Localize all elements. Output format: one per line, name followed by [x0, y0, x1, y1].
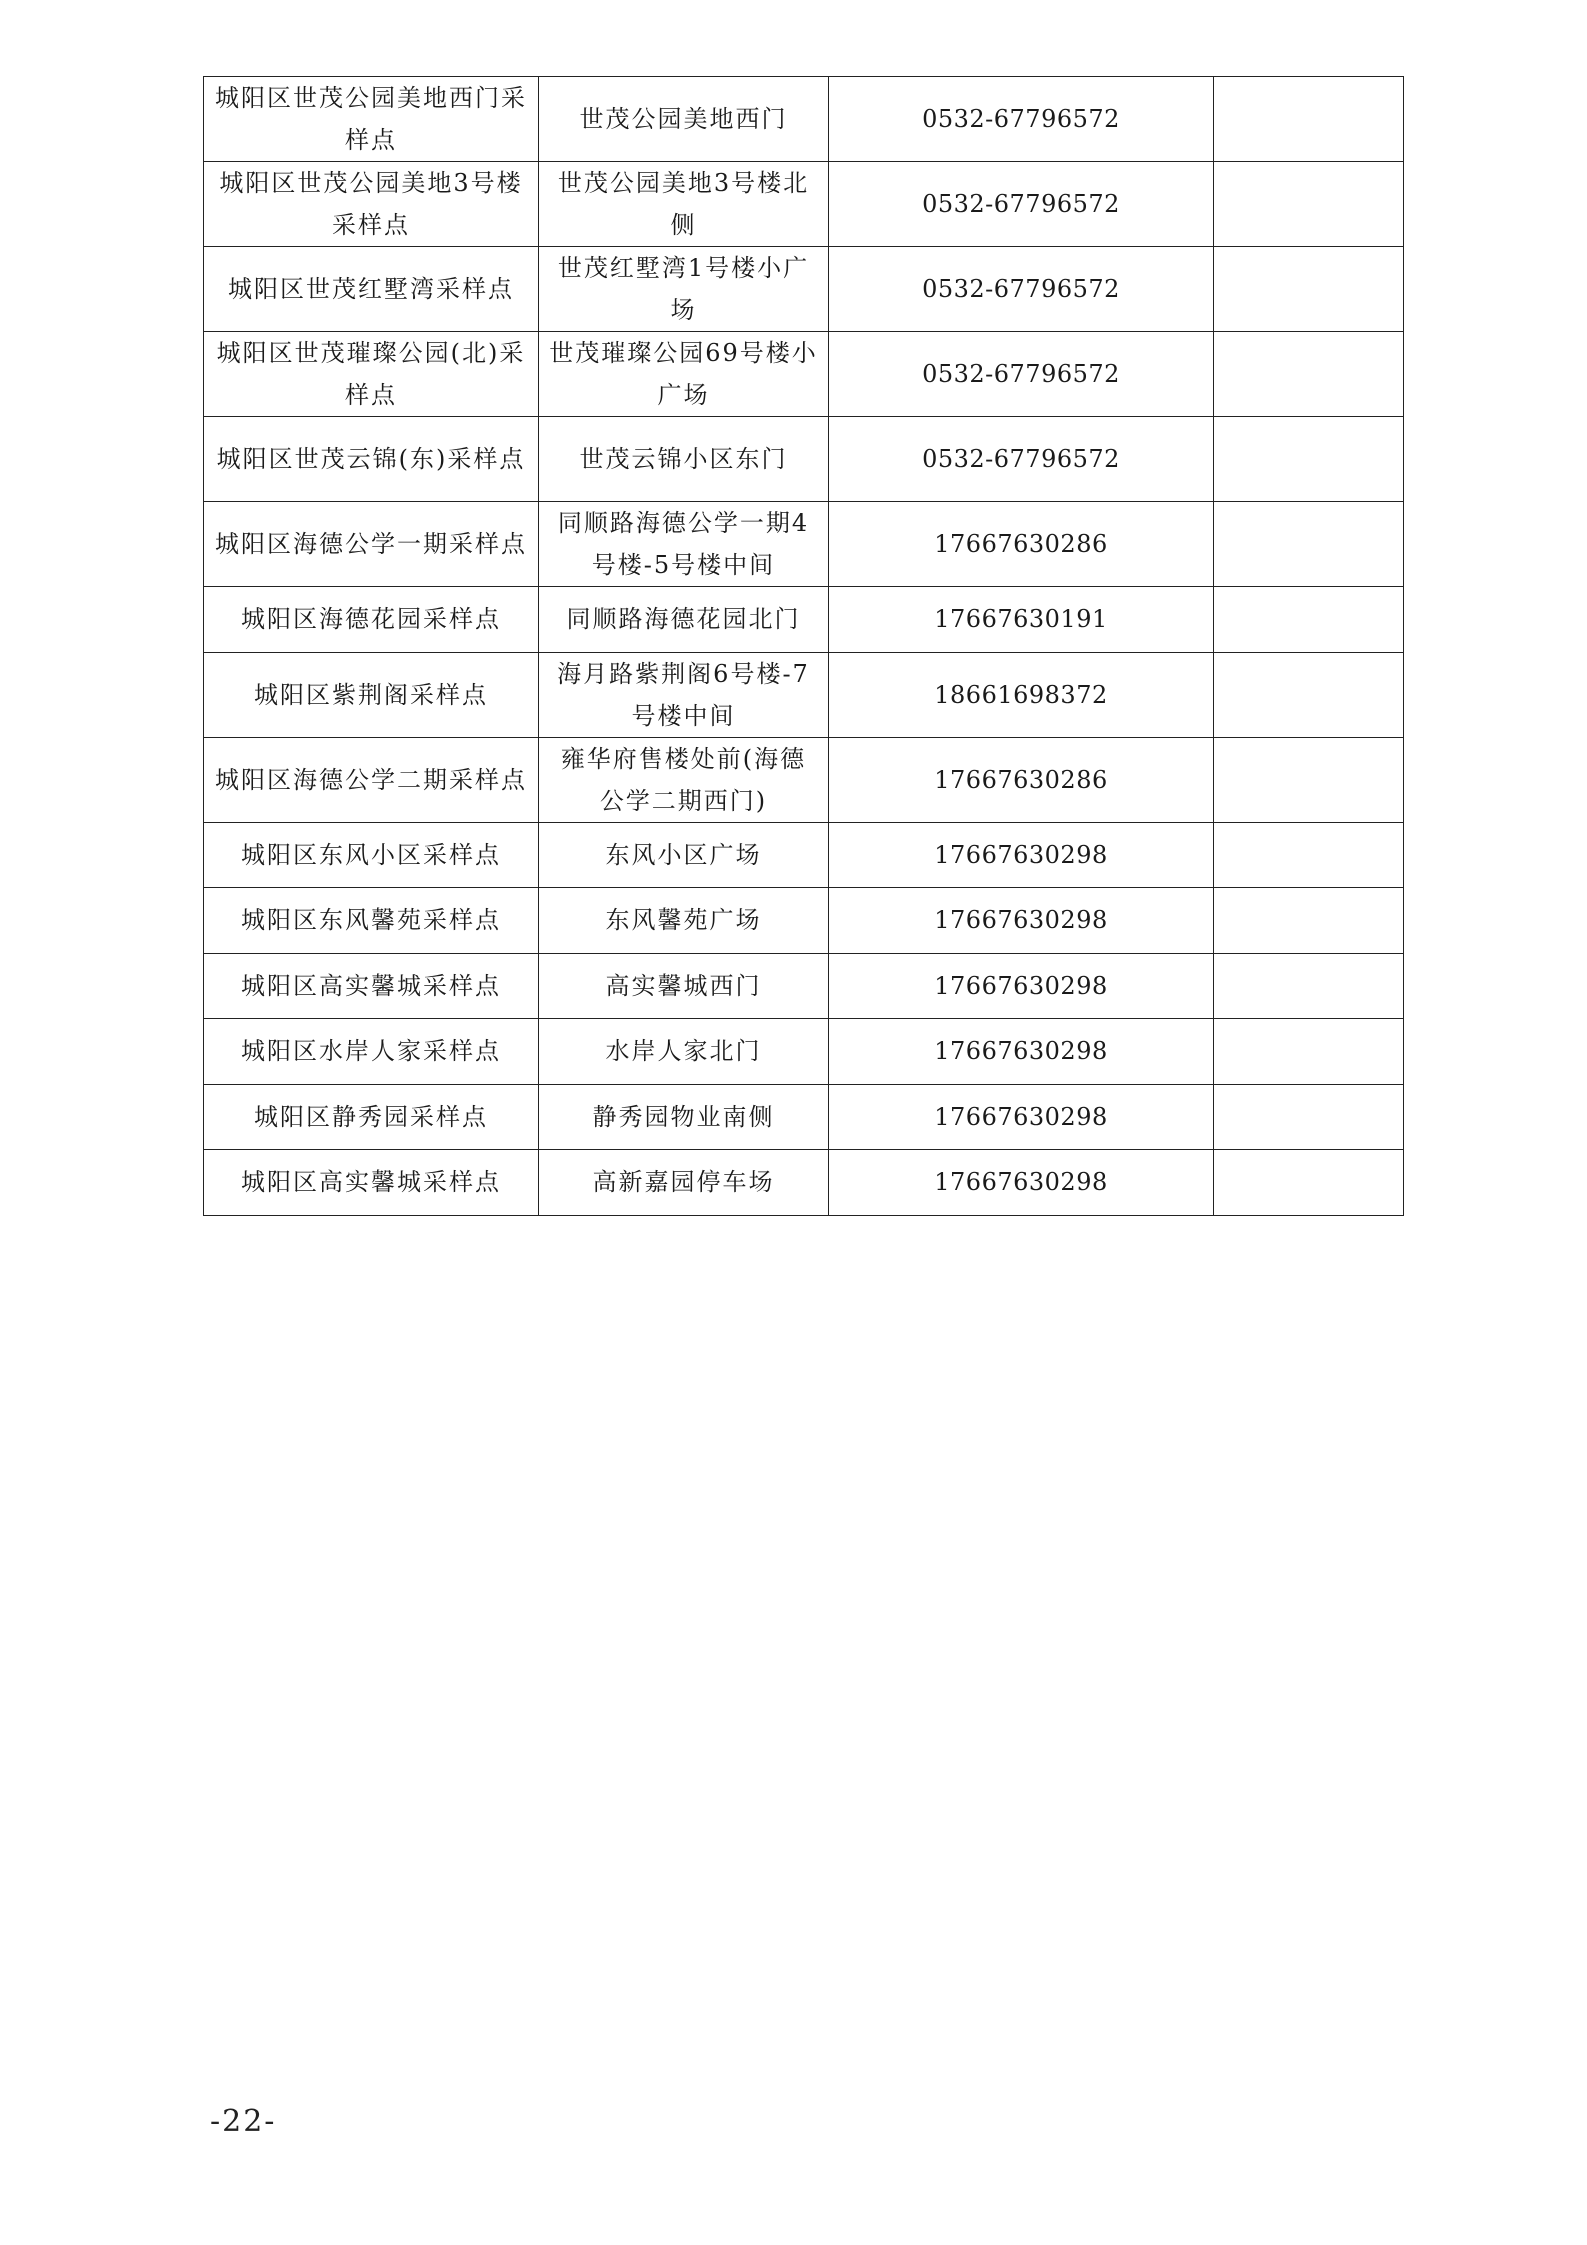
- table-row: [204, 1150, 1404, 1216]
- site-address-cell: 世茂红墅湾1号楼小广场: [539, 247, 829, 332]
- site-phone-cell: 18661698372: [829, 652, 1214, 737]
- site-address-cell: 东风馨苑广场: [539, 888, 829, 954]
- site-phone-cell: 0532-67796572: [829, 162, 1214, 247]
- site-phone-cell: 17667630298: [829, 888, 1214, 954]
- site-address-cell: 同顺路海德花园北门: [539, 587, 829, 653]
- site-note-cell: [1214, 502, 1404, 587]
- site-phone-cell: 17667630298: [829, 822, 1214, 888]
- site-phone-cell: 0532-67796572: [829, 77, 1214, 162]
- site-name-cell: 城阳区静秀园采样点: [204, 1084, 539, 1150]
- site-address-cell: 雍华府售楼处前(海德公学二期西门): [539, 737, 829, 822]
- site-address-cell: 同顺路海德公学一期4号楼-5号楼中间: [539, 502, 829, 587]
- site-name-cell: 城阳区东风馨苑采样点: [204, 888, 539, 954]
- site-name-cell: 城阳区世茂云锦(东)采样点: [204, 417, 539, 502]
- site-address-cell: 世茂公园美地西门: [539, 77, 829, 162]
- site-phone-cell: 17667630298: [829, 1150, 1214, 1216]
- site-note-cell: [1214, 888, 1404, 954]
- table-row: [204, 587, 1404, 653]
- site-name-cell: 城阳区世茂红墅湾采样点: [204, 247, 539, 332]
- site-note-cell: [1214, 332, 1404, 417]
- page-number: -22-: [210, 2104, 277, 2139]
- site-note-cell: [1214, 1019, 1404, 1085]
- site-name-cell: 城阳区高实馨城采样点: [204, 1150, 539, 1216]
- site-note-cell: [1214, 417, 1404, 502]
- site-name-cell: 城阳区东风小区采样点: [204, 822, 539, 888]
- site-phone-cell: 17667630298: [829, 1084, 1214, 1150]
- site-name-cell: 城阳区高实馨城采样点: [204, 953, 539, 1019]
- table-row: [204, 502, 1404, 587]
- site-address-cell: 世茂公园美地3号楼北侧: [539, 162, 829, 247]
- site-note-cell: [1214, 247, 1404, 332]
- table-row: [204, 332, 1404, 417]
- site-note-cell: [1214, 737, 1404, 822]
- site-note-cell: [1214, 77, 1404, 162]
- site-note-cell: [1214, 652, 1404, 737]
- site-address-cell: 世茂璀璨公园69号楼小广场: [539, 332, 829, 417]
- site-address-cell: 高实馨城西门: [539, 953, 829, 1019]
- site-name-cell: 城阳区海德花园采样点: [204, 587, 539, 653]
- table-row: [204, 1084, 1404, 1150]
- table-row: [204, 1019, 1404, 1085]
- sampling-sites-table-container: [203, 76, 1403, 1216]
- site-name-cell: 城阳区紫荆阁采样点: [204, 652, 539, 737]
- site-name-cell: 城阳区世茂公园美地西门采样点: [204, 77, 539, 162]
- site-phone-cell: 17667630286: [829, 737, 1214, 822]
- site-address-cell: 水岸人家北门: [539, 1019, 829, 1085]
- site-name-cell: 城阳区海德公学二期采样点: [204, 737, 539, 822]
- site-name-cell: 城阳区水岸人家采样点: [204, 1019, 539, 1085]
- table-row: [204, 162, 1404, 247]
- site-name-cell: 城阳区世茂璀璨公园(北)采样点: [204, 332, 539, 417]
- site-note-cell: [1214, 1084, 1404, 1150]
- site-name-cell: 城阳区海德公学一期采样点: [204, 502, 539, 587]
- site-phone-cell: 17667630298: [829, 953, 1214, 1019]
- site-address-cell: 静秀园物业南侧: [539, 1084, 829, 1150]
- site-note-cell: [1214, 587, 1404, 653]
- site-address-cell: 海月路紫荆阁6号楼-7号楼中间: [539, 652, 829, 737]
- site-phone-cell: 0532-67796572: [829, 417, 1214, 502]
- site-address-cell: 高新嘉园停车场: [539, 1150, 829, 1216]
- table-row: [204, 888, 1404, 954]
- site-phone-cell: 17667630298: [829, 1019, 1214, 1085]
- table-row: [204, 652, 1404, 737]
- table-row: [204, 953, 1404, 1019]
- site-name-cell: 城阳区世茂公园美地3号楼采样点: [204, 162, 539, 247]
- table-row: [204, 77, 1404, 162]
- table-row: [204, 737, 1404, 822]
- table-row: [204, 247, 1404, 332]
- site-note-cell: [1214, 1150, 1404, 1216]
- site-phone-cell: 17667630286: [829, 502, 1214, 587]
- sampling-sites-table: [203, 76, 1404, 1216]
- site-address-cell: 东风小区广场: [539, 822, 829, 888]
- table-row: [204, 417, 1404, 502]
- site-phone-cell: 17667630191: [829, 587, 1214, 653]
- site-phone-cell: 0532-67796572: [829, 332, 1214, 417]
- site-phone-cell: 0532-67796572: [829, 247, 1214, 332]
- site-note-cell: [1214, 822, 1404, 888]
- table-row: [204, 822, 1404, 888]
- site-note-cell: [1214, 162, 1404, 247]
- site-address-cell: 世茂云锦小区东门: [539, 417, 829, 502]
- site-note-cell: [1214, 953, 1404, 1019]
